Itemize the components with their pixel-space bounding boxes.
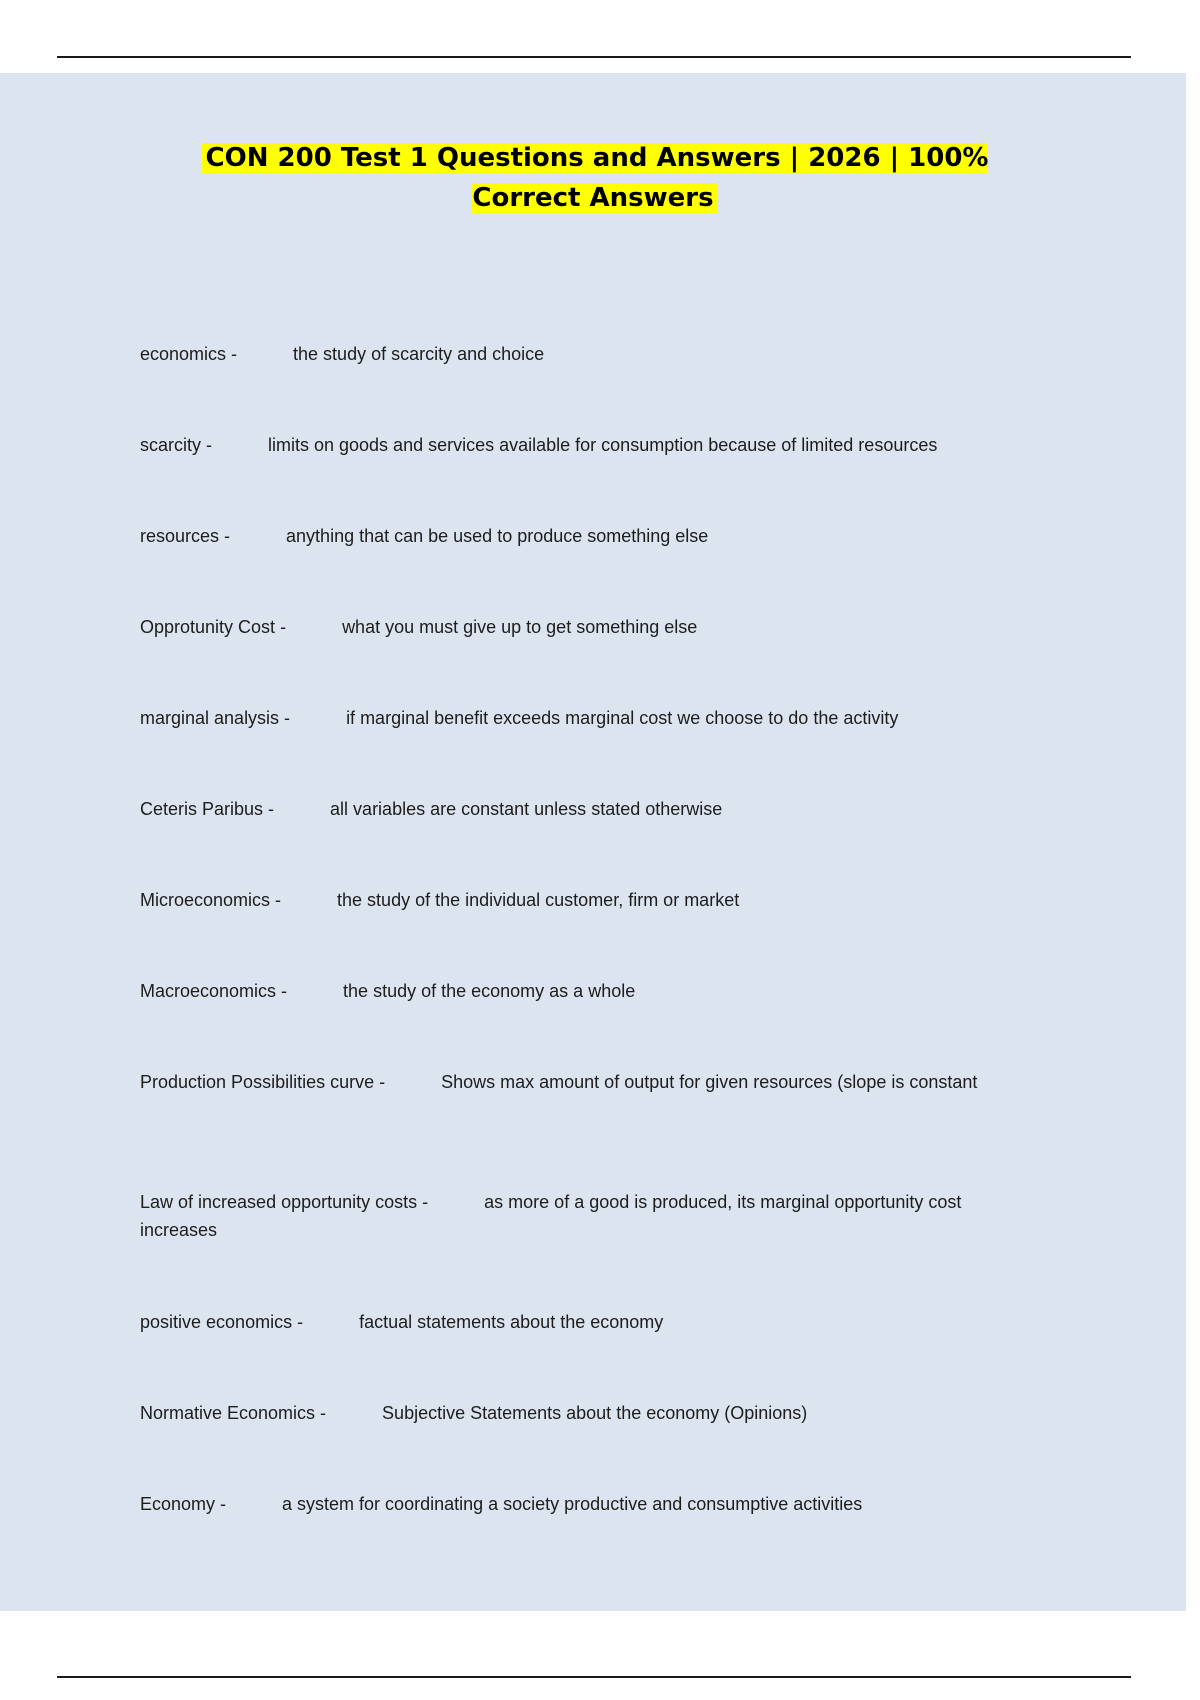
qa-term: Opprotunity Cost -: [140, 617, 287, 637]
qa-item: [140, 431, 1040, 459]
qa-definition: all variables are constant unless stated otherwise: [330, 799, 723, 819]
qa-definition: the study of the individual customer, firm or market: [337, 890, 740, 910]
qa-item: [140, 704, 1040, 732]
qa-item: [140, 1308, 1040, 1336]
qa-item: [140, 1399, 1040, 1427]
qa-definition: Subjective Statements about the economy (Opinions): [382, 1403, 808, 1423]
document-title-text: CON 200 Test 1 Questions and Answers | 2026 | 100% Correct Answers: [202, 143, 989, 213]
footer-rule: [57, 1676, 1131, 1678]
qa-definition: the study of scarcity and choice: [293, 344, 545, 364]
qa-term: positive economics -: [140, 1312, 304, 1332]
qa-item: [140, 613, 1040, 641]
qa-definition: if marginal benefit exceeds marginal cost we choose to do the activity: [346, 708, 899, 728]
qa-term: Production Possibilities curve -: [140, 1072, 386, 1092]
content-panel: [0, 73, 1186, 1611]
qa-definition: factual statements about the economy: [359, 1312, 664, 1332]
qa-definition: limits on goods and services available for consumption because of limited resources: [268, 435, 938, 455]
qa-term: economics -: [140, 344, 238, 364]
qa-term: scarcity -: [140, 435, 212, 455]
qa-item: [140, 1068, 1040, 1096]
header-rule: [57, 56, 1131, 58]
qa-definition: the study of the economy as a whole: [343, 981, 636, 1001]
qa-definition: anything that can be used to produce something else: [286, 526, 709, 546]
qa-item: [140, 795, 1040, 823]
qa-term: Law of increased opportunity costs -: [140, 1192, 429, 1212]
qa-item: [140, 886, 1040, 914]
qa-item: [140, 340, 1040, 368]
qa-item: [140, 977, 1040, 1005]
qa-term: resources -: [140, 526, 231, 546]
qa-term: marginal analysis -: [140, 708, 291, 728]
qa-item: [140, 1188, 1040, 1244]
qa-term: Normative Economics -: [140, 1403, 327, 1423]
qa-item: [140, 1490, 1040, 1518]
qa-term: Microeconomics -: [140, 890, 282, 910]
qa-definition: Shows max amount of output for given resources (slope is constant: [441, 1072, 978, 1092]
document-title: [150, 138, 1040, 218]
qa-term: Ceteris Paribus -: [140, 799, 275, 819]
qa-term: Macroeconomics -: [140, 981, 288, 1001]
qa-item: [140, 522, 1040, 550]
qa-definition: a system for coordinating a society productive and consumptive activities: [282, 1494, 863, 1514]
qa-definition: what you must give up to get something else: [342, 617, 698, 637]
qa-definition: as more of a good is produced, its marginal opportunity cost increases: [140, 1192, 962, 1240]
qa-term: Economy -: [140, 1494, 227, 1514]
